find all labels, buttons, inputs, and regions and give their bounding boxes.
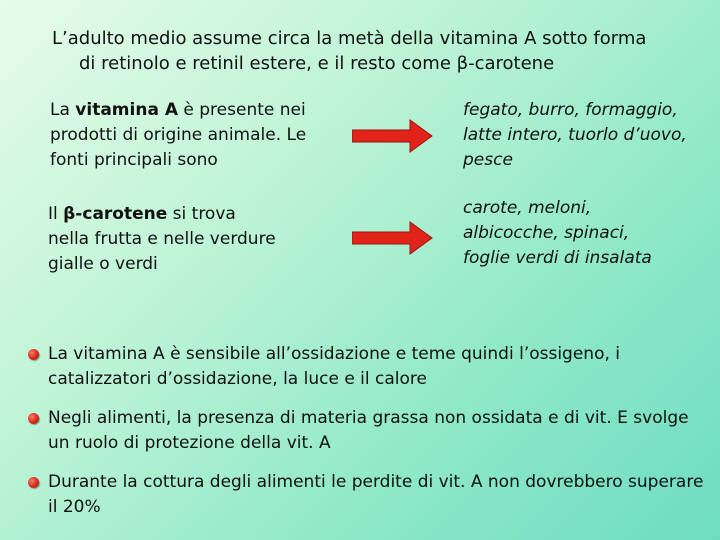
title-line-2: di retinolo e retinil estere, e il resto come β-carotene	[79, 53, 555, 74]
list-item	[28, 342, 708, 392]
row1-left-text	[50, 98, 340, 173]
list-item	[28, 470, 708, 520]
row1-left-suffix: è presente nei prodotti di origine animale. Le fonti principali sono	[50, 100, 307, 170]
row2-left-prefix: Il	[48, 204, 64, 224]
bullet-text: Durante la cottura degli alimenti le perdite di vit. A non dovrebbero superare il 20%	[48, 472, 704, 517]
list-item	[28, 406, 708, 456]
bullet-text: La vitamina A è sensibile all’ossidazione e teme quindi l’ossigeno, i catalizzatori d’ossidazione, la luce e il calore	[48, 344, 621, 389]
slide-title	[52, 26, 692, 76]
right-arrow-icon	[352, 119, 434, 153]
row1-left-bold: vitamina A	[75, 100, 178, 120]
row2-right-text: carote, meloni, albicocche, spinaci, foglie verdi di insalata	[463, 198, 652, 268]
title-line-1: L’adulto medio assume circa la metà della vitamina A sotto forma	[52, 28, 647, 49]
bullet-list	[28, 342, 708, 534]
bullet-dot-icon	[28, 349, 39, 360]
bullet-dot-icon	[28, 477, 39, 488]
row2-left-bold: β-carotene	[63, 204, 168, 224]
row1-left-prefix: La	[50, 100, 76, 120]
right-arrow-icon	[352, 221, 434, 255]
bullet-dot-icon	[28, 413, 39, 424]
row1-right-text: fegato, burro, formaggio, latte intero, tuorlo d’uovo, pesce	[463, 100, 687, 170]
row2-left-text	[48, 202, 278, 277]
row2-left-suffix: si trova nella frutta e nelle verdure gialle o verdi	[48, 204, 276, 274]
bullet-text: Negli alimenti, la presenza di materia grassa non ossidata e di vit. E svolge un ruolo di protezione della vit. A	[48, 408, 689, 453]
